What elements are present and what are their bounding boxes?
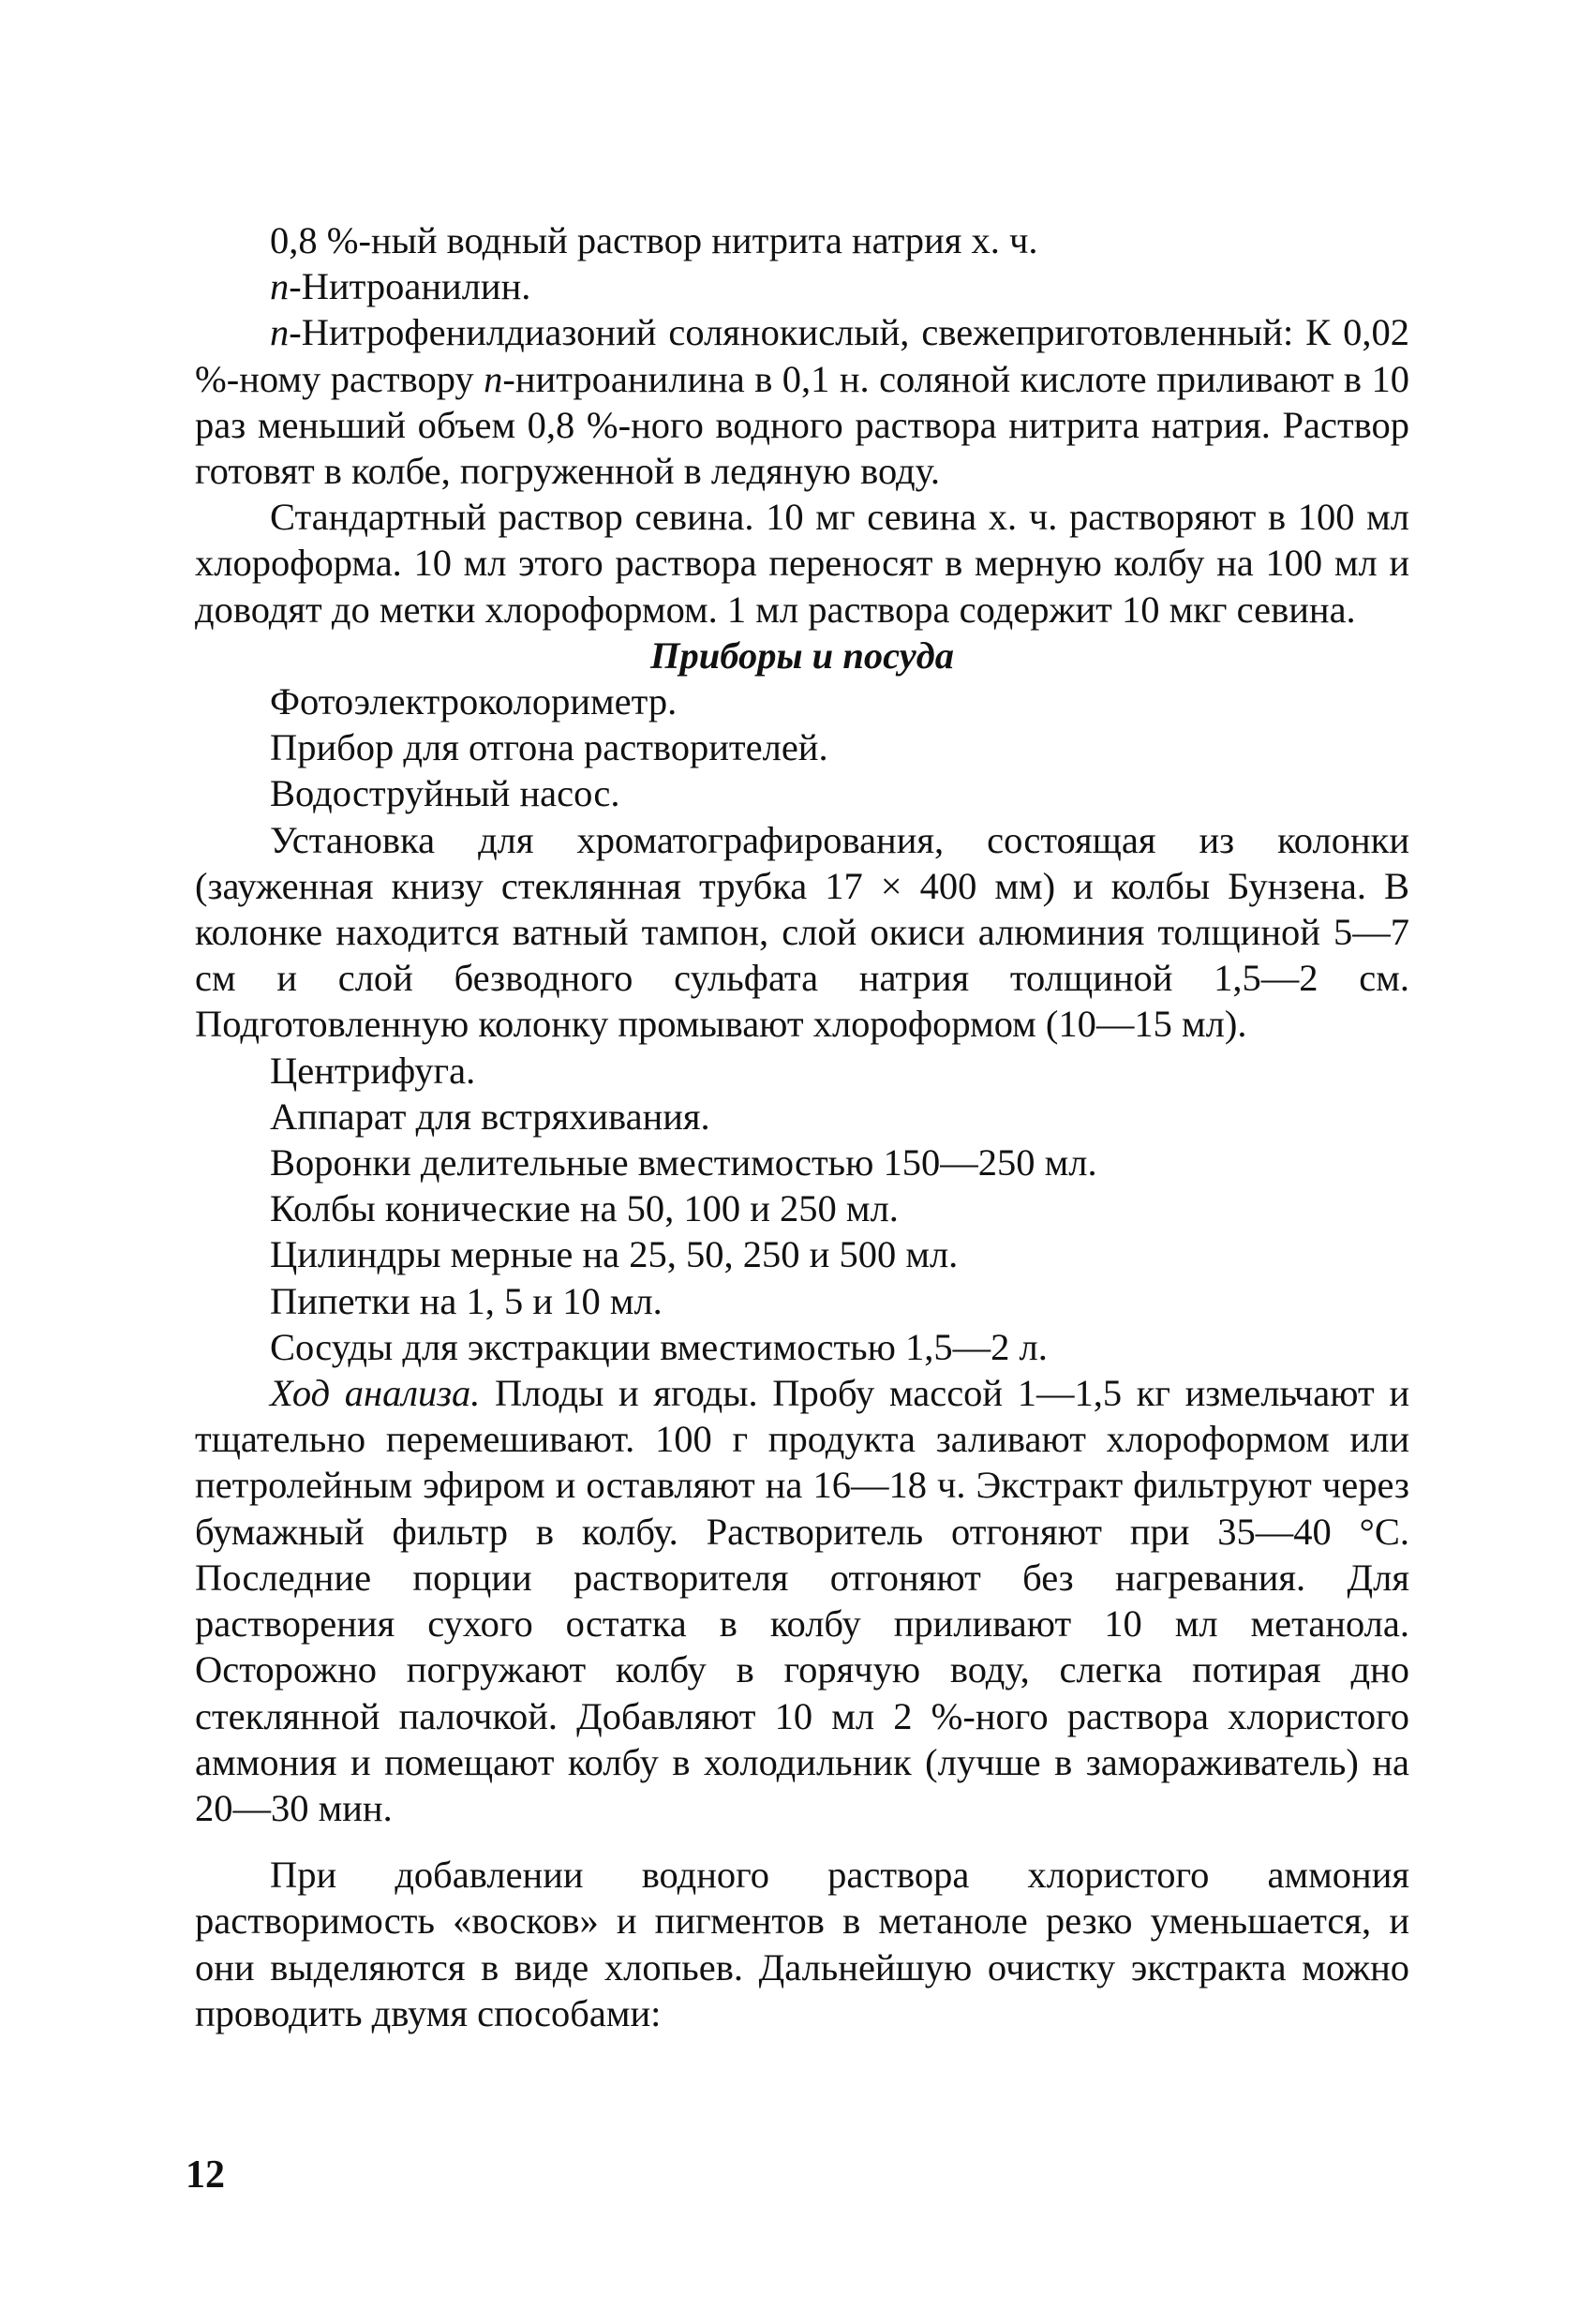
reagent-text: нитроанилина в 0,1 н. соляной кислоте приливают в 10 раз меньший объем 0,8 %-ного водного раствора нитрита натрия. Раствор готовят в колбе, погруженной в ледяную воду. — [195, 357, 1410, 493]
equipment-item: Фотоэлектроколориметр. — [270, 680, 678, 723]
equipment-item: Аппарат для встряхивания. — [270, 1095, 710, 1138]
equipment-item: Сосуды для экстракции вместимостью 1,5—2 л. — [270, 1325, 1048, 1368]
page-text — [195, 217, 1409, 2036]
reagent-name: Нитроанилин. — [301, 265, 531, 308]
procedure-text: Плоды и ягоды. Пробу массой 1—1,5 кг измельчают и тщательно перемешивают. 100 г продукта заливают хлороформом или петролейным эфиром и оставляют на 16—18 ч. Экстракт фильтруют через бумажный фильтр в колбу. Растворитель отгоняют при 35—40 °С. Последние порции растворителя отгоняют без нагревания. Для растворения сухого остатка в колбу приливают 10 мл метанола. Осторожно погружают колбу в горячую воду, слегка потирая дно стеклянной палочкой. Добавляют 10 мл 2 %-ного раствора хлористого аммония и помещают колбу в холодильник (лучше в замораживатель) на 20—30 мин. — [195, 1372, 1409, 1829]
para-prefix: п- — [484, 357, 515, 400]
reagent-standard-solution: Стандартный раствор севина. 10 мг севина х. ч. растворяют в 100 мл хлороформа. 10 мл этого раствора переносят в мерную колбу на 100 мл и доводят до метки хлороформом. 1 мл раствора содержит 10 мкг севина. — [195, 496, 1409, 631]
section-heading-equipment: Приборы и посуда — [650, 633, 954, 677]
equipment-item: Пипетки на 1, 5 и 10 мл. — [270, 1279, 663, 1322]
procedure-note: При добавлении водного раствора хлористого аммония растворимость «восков» и пигментов в метаноле резко уменьшается, и они выделяются в виде хлопьев. Дальнейшую очистку экстракта можно проводить двумя способами: — [195, 1854, 1409, 2034]
equipment-item: Цилиндры мерные на 25, 50, 250 и 500 мл. — [270, 1233, 959, 1276]
equipment-item: Прибор для отгона растворителей. — [270, 726, 828, 769]
reagent-text: Нитрофенилдиазоний солянокислый, свежеприготовленный: К 0,02 %-ному раствору — [195, 311, 1409, 400]
reagent-sodium-nitrite: 0,8 %-ный водный раствор нитрита натрия х. ч. — [270, 219, 1038, 261]
reagent-diazonium — [195, 309, 1409, 494]
procedure-paragraph — [195, 1370, 1409, 1831]
equipment-item: Колбы конические на 50, 100 и 250 мл. — [270, 1187, 899, 1230]
procedure-label: Ход анализа. — [270, 1372, 481, 1415]
reagent-nitroaniline — [195, 263, 1409, 309]
para-prefix: п- — [270, 265, 302, 308]
page-number: 12 — [186, 2153, 225, 2197]
equipment-item: Водоструйный насос. — [270, 772, 620, 815]
para-prefix: п- — [270, 311, 302, 354]
equipment-item: Центрифуга. — [270, 1049, 476, 1092]
equipment-item: Установка для хроматографирования, состоящая из колонки (зауженная книзу стеклянная трубка 17 × 400 мм) и колбы Бунзена. В колонке находится ватный тампон, слой окиси алюминия толщиной 5—7 см и слой безводного сульфата натрия толщиной 1,5—2 см. Подготовленную колонку промывают хлороформом (10—15 мл). — [195, 818, 1409, 1046]
equipment-item: Воронки делительные вместимостью 150—250 мл. — [270, 1141, 1097, 1184]
